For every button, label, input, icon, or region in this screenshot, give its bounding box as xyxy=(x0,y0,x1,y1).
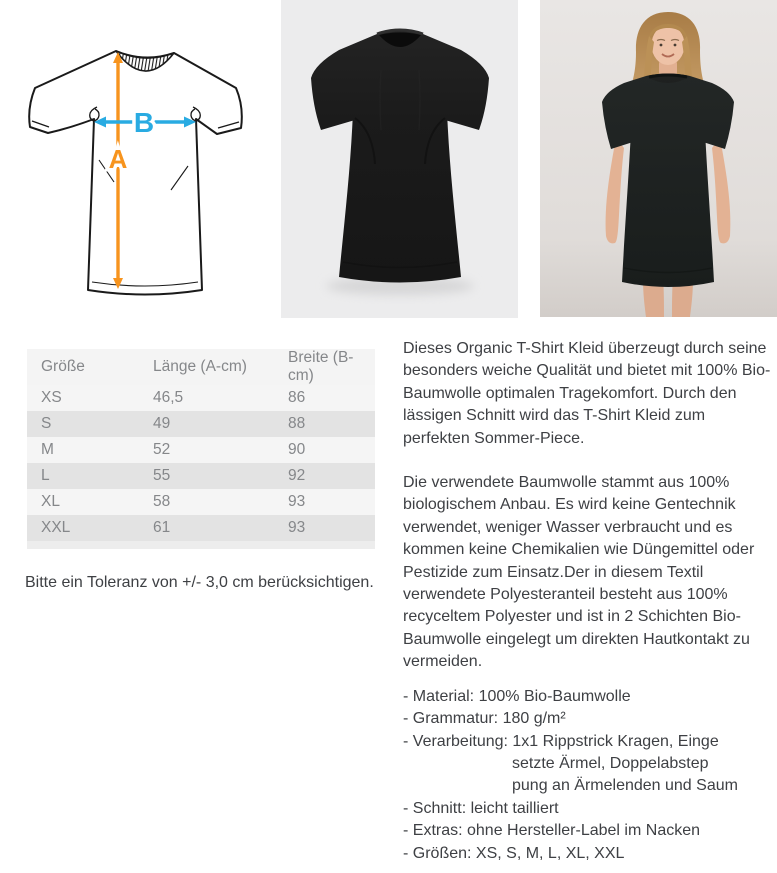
cell-laenge: 46,5 xyxy=(153,389,184,406)
product-photo-model xyxy=(540,0,777,317)
col-header-laenge: Länge (A-cm) xyxy=(139,349,274,385)
cell-breite: 90 xyxy=(288,441,306,458)
size-table-row xyxy=(27,411,375,437)
spec-line: - Verarbeitung: 1x1 Rippstrick Kragen, Einge xyxy=(403,732,719,750)
description-paragraph-1: Dieses Organic T-Shirt Kleid überzeugt durch seine besonders weiche Qualität und bietet mit 100% Bio-Baumwolle optimalen Tragekomfort. Durch den lässigen Schnitt wird das T-Shirt Kleid zum perfekten Sommer-Piece. xyxy=(403,340,771,447)
cell-breite: 93 xyxy=(288,519,306,536)
tshirt-measurement-diagram-icon xyxy=(0,0,262,330)
cell-breite: 88 xyxy=(288,415,306,432)
size-table-header-row xyxy=(27,349,375,385)
black-tshirt-dress-photo xyxy=(281,0,518,318)
col-header-groesse: Größe xyxy=(27,349,139,385)
spec-line: - Material: 100% Bio-Baumwolle xyxy=(403,687,631,705)
size-table-row xyxy=(27,437,375,463)
col-header-breite: Breite (B-cm) xyxy=(274,349,375,385)
description-paragraph-2: Die verwendete Baumwolle stammt aus 100% biologischem Anbau. Es wird keine Gentechnik verwendet, weniger Wasser verbraucht und es kommen keine Chemikalien wie Düngemittel oder Pestizide zum Einsatz.Der in diesem Textil verwendete Polyesteranteil besteht aus 100% recyceltem Polyester und ist in 2 Schichten Bio-Baumwolle eingelegt um direkten Hautkontakt zu vermeiden. xyxy=(403,474,755,671)
measurement-diagram-panel xyxy=(0,0,262,330)
spec-line: setzte Ärmel, Doppelabstep xyxy=(512,754,709,772)
cell-groesse: XL xyxy=(41,493,60,510)
spec-line: - Schnitt: leicht tailliert xyxy=(403,799,559,817)
cell-laenge: 58 xyxy=(153,493,171,510)
spec-list xyxy=(403,686,775,865)
cell-groesse: S xyxy=(41,415,52,432)
cell-breite: 92 xyxy=(288,467,306,484)
cell-groesse: XS xyxy=(41,389,62,406)
spec-line: - Grammatur: 180 g/m² xyxy=(403,710,566,728)
size-table-body xyxy=(27,385,375,545)
cell-laenge: 49 xyxy=(153,415,171,432)
cell-laenge: 61 xyxy=(153,519,171,536)
size-table-section xyxy=(27,349,375,549)
size-table xyxy=(27,349,375,549)
spec-line: - Größen: XS, S, M, L, XL, XXL xyxy=(403,844,625,862)
tolerance-note: Bitte ein Toleranz von +/- 3,0 cm berücksichtigen. xyxy=(25,574,374,591)
spec-line: - Extras: ohne Hersteller-Label im Nacken xyxy=(403,822,701,840)
size-table-row xyxy=(27,489,375,515)
size-table-row xyxy=(27,463,375,489)
product-description xyxy=(403,338,775,865)
size-table-row xyxy=(27,515,375,545)
cell-laenge: 55 xyxy=(153,467,171,484)
tshirt-outline xyxy=(29,51,242,295)
cell-breite: 86 xyxy=(288,389,306,406)
cell-groesse: L xyxy=(41,467,50,484)
label-b: B xyxy=(133,107,155,138)
spec-line: pung an Ärmelenden und Saum xyxy=(512,777,738,795)
label-a: A xyxy=(108,144,128,174)
cell-groesse: M xyxy=(41,441,54,458)
size-table-row xyxy=(27,385,375,411)
model-wearing-dress-photo xyxy=(540,0,777,317)
cell-breite: 93 xyxy=(288,493,306,510)
cell-groesse: XXL xyxy=(41,519,71,536)
cell-laenge: 52 xyxy=(153,441,171,458)
product-photo-flat xyxy=(281,0,518,318)
